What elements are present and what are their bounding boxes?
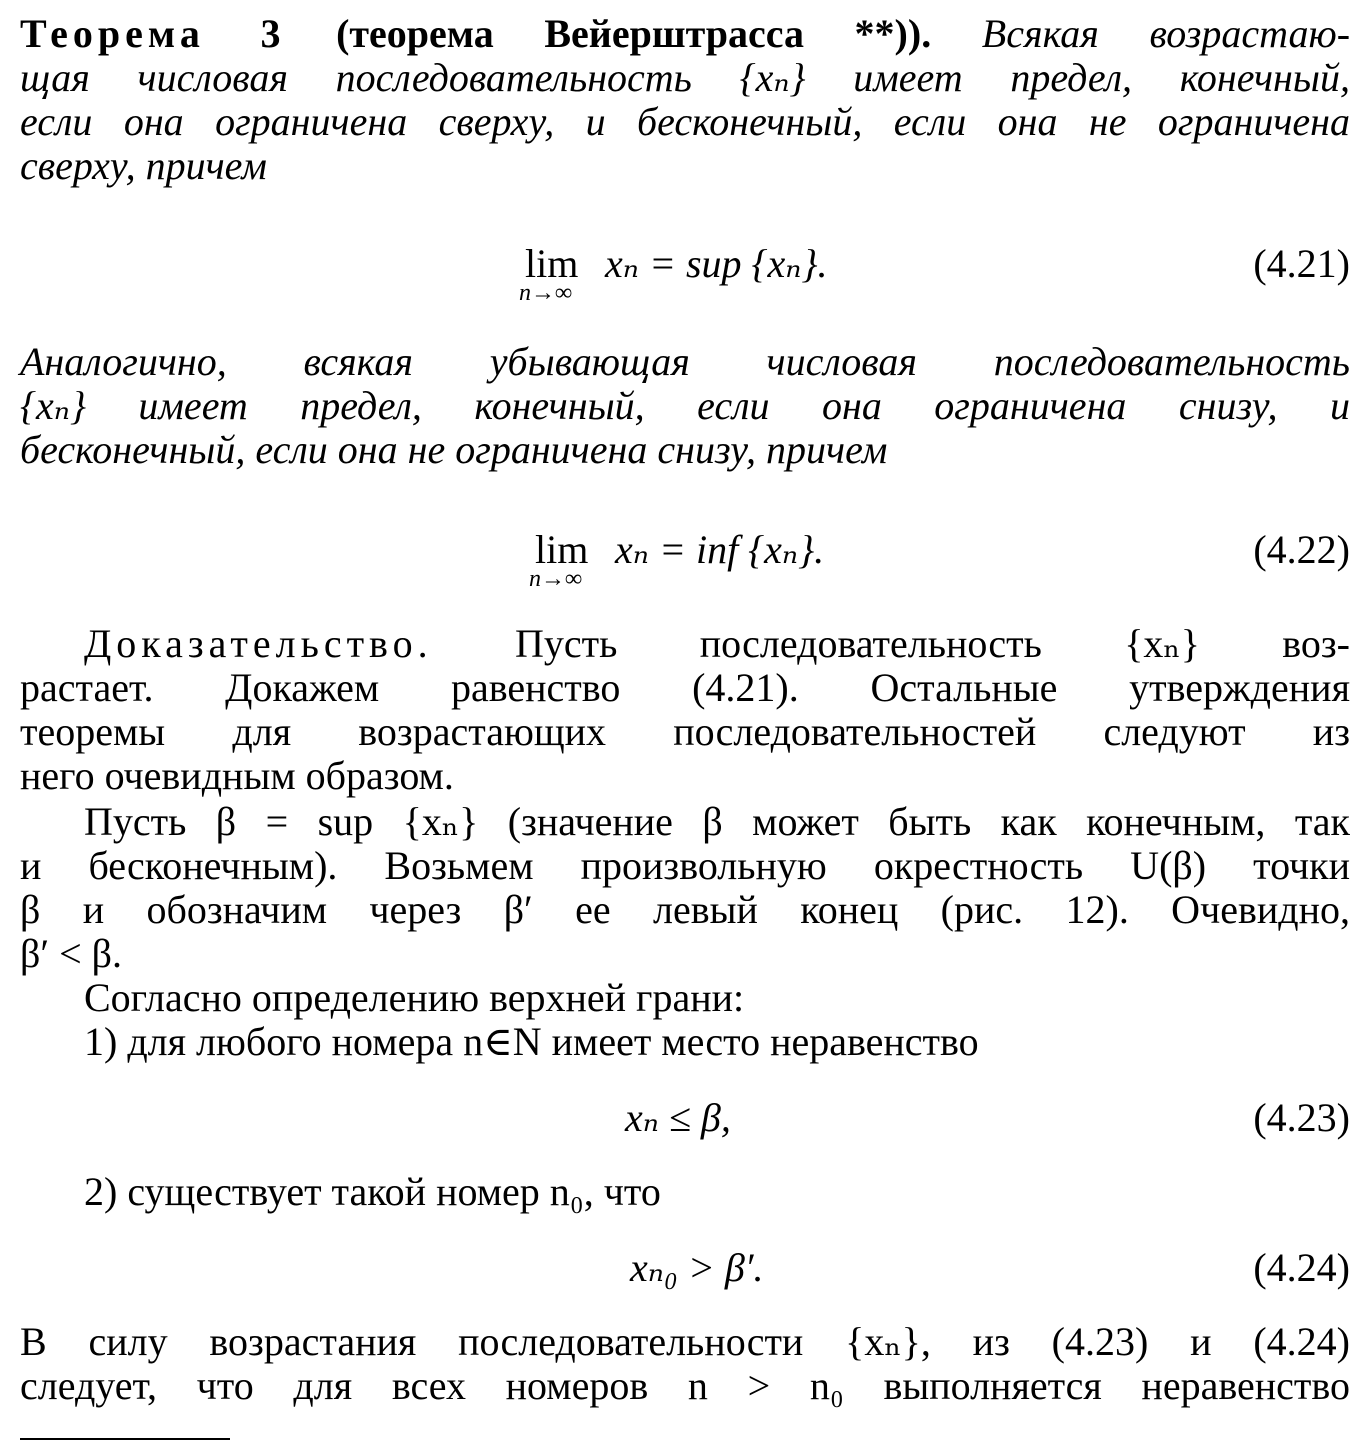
- proof-line-3: теоремы для возрастающих последовательностей следуют из: [20, 709, 1350, 754]
- equation-number: (4.22): [1253, 527, 1350, 572]
- final-line-1: В силу возрастания последовательности {xₙ}, из (4.23) и (4.24): [20, 1319, 1350, 1364]
- equation-number: (4.21): [1253, 241, 1350, 286]
- lim-operator: lim: [535, 527, 589, 572]
- beta-line-2: и бесконечным). Возьмем произвольную окрестность U(β) точки: [20, 843, 1350, 888]
- proof-lead: Доказательство.: [84, 621, 433, 666]
- definition-paragraph: [20, 976, 1350, 1020]
- equation-body: xₙ₀ > β′.: [630, 1245, 764, 1290]
- item-2: [20, 1170, 1350, 1214]
- analog-paragraph: [20, 340, 1350, 472]
- analog-line-3: бесконечный, если она не ограничена снизу, причем: [20, 427, 888, 472]
- equation-number: (4.24): [1253, 1245, 1350, 1290]
- beta-line-1: Пусть β = sup {xₙ} (значение β может быть как конечным, так: [84, 799, 1350, 844]
- beta-paragraph: [20, 800, 1350, 976]
- equation-4-21: [20, 240, 1350, 306]
- theorem-lead: Теорема 3: [20, 11, 286, 56]
- proof-line-1: Пусть последовательность {xₙ} воз-: [515, 621, 1350, 666]
- theorem-name: (теорема Вейерштрасса **)).: [336, 11, 932, 56]
- lim-operator: lim: [525, 241, 579, 286]
- beta-line-3: β и обозначим через β′ ее левый конец (рис. 12). Очевидно,: [20, 887, 1350, 932]
- theorem-line-2: щая числовая последовательность {xₙ} имеет предел, конечный,: [20, 55, 1350, 100]
- lim-subscript: n→∞: [519, 280, 573, 306]
- theorem-line-3: если она ограничена сверху, и бесконечный, если она не ограничена: [20, 99, 1350, 144]
- theorem-line-1: Всякая возрастаю-: [981, 11, 1351, 56]
- proof-line-4: него очевидным образом.: [20, 753, 454, 798]
- equation-4-23: [20, 1094, 1350, 1154]
- equation-number: (4.23): [1253, 1095, 1350, 1140]
- equation-4-22: [20, 526, 1350, 592]
- final-line-2: следует, что для всех номеров n > n₀ выполняется неравенство: [20, 1363, 1350, 1408]
- proof-line-2: растает. Докажем равенство (4.21). Остальные утверждения: [20, 665, 1350, 710]
- footnote-rule: [20, 1438, 230, 1440]
- equation-body: xₙ = sup {xₙ}.: [605, 241, 828, 286]
- item-1-line: 1) для любого номера n∈N имеет место неравенство: [84, 1019, 979, 1064]
- analog-line-2: {xₙ} имеет предел, конечный, если она ограничена снизу, и: [20, 383, 1350, 428]
- theorem-paragraph: [20, 12, 1350, 188]
- proof-paragraph: [20, 622, 1350, 798]
- equation-body: xₙ = inf {xₙ}.: [615, 527, 825, 572]
- equation-body: xₙ ≤ β,: [625, 1095, 731, 1140]
- equation-4-24: [20, 1244, 1350, 1304]
- item-1: [20, 1020, 1350, 1064]
- definition-line: Согласно определению верхней грани:: [84, 975, 745, 1020]
- theorem-line-4: сверху, причем: [20, 143, 267, 188]
- final-paragraph: [20, 1320, 1350, 1408]
- analog-line-1: Аналогично, всякая убывающая числовая последовательность: [20, 339, 1350, 384]
- lim-subscript: n→∞: [529, 566, 583, 592]
- beta-line-4: β′ < β.: [20, 931, 123, 976]
- item-2-line: 2) существует такой номер n₀, что: [84, 1169, 661, 1214]
